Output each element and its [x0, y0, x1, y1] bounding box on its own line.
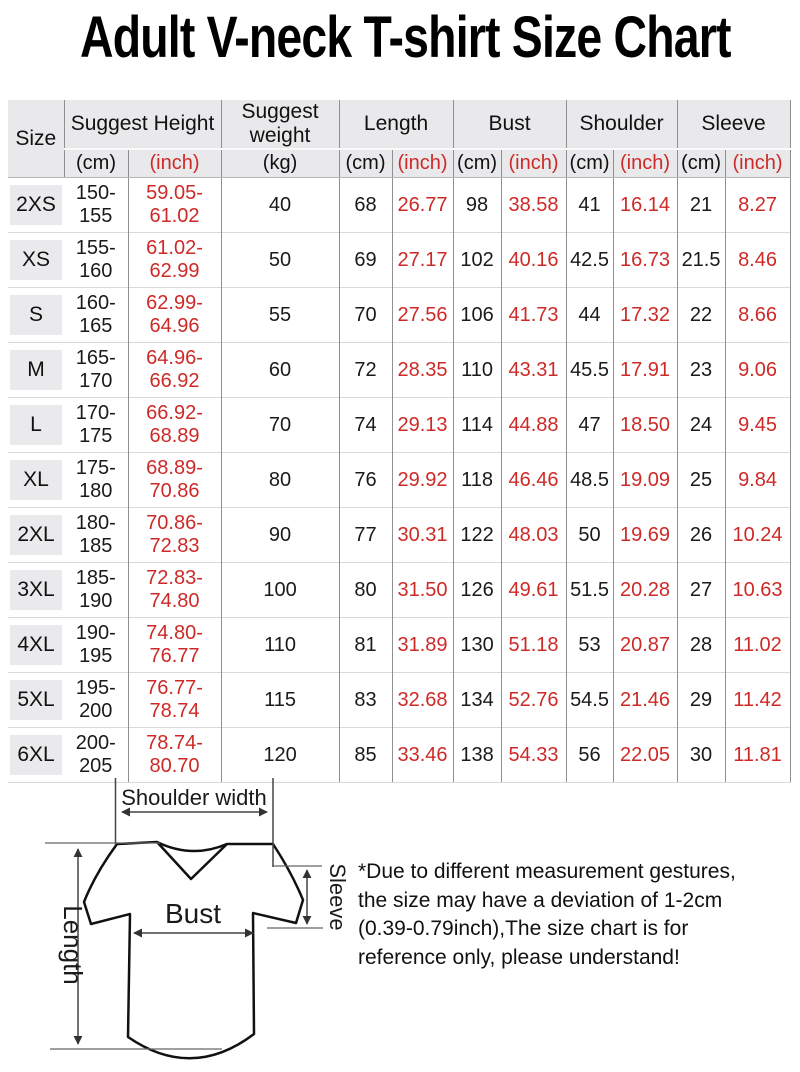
- value-cell: 27: [677, 563, 725, 618]
- value-cell: 46.46: [501, 453, 566, 508]
- size-label: 4XL: [10, 625, 62, 665]
- value-cell: 28: [677, 618, 725, 673]
- sleeve-label: Sleeve: [325, 863, 350, 931]
- value-cell: 72: [339, 343, 392, 398]
- column-group-size: Size: [8, 100, 64, 178]
- value-cell: 110: [221, 618, 339, 673]
- value-cell: 30: [677, 728, 725, 783]
- value-cell: 200-205: [64, 728, 128, 783]
- table-row: [8, 563, 790, 618]
- value-cell: 45.5: [566, 343, 613, 398]
- table-row: [8, 673, 790, 728]
- value-cell: 41: [566, 178, 613, 233]
- unit-header: (inch): [392, 149, 453, 178]
- size-label: XL: [10, 460, 62, 500]
- value-cell: 100: [221, 563, 339, 618]
- value-cell: 32.68: [392, 673, 453, 728]
- note-line: *Due to different measurement gestures,: [358, 860, 736, 883]
- value-cell: 160-165: [64, 288, 128, 343]
- value-cell: 22: [677, 288, 725, 343]
- value-cell: 51.18: [501, 618, 566, 673]
- unit-header: (kg): [221, 149, 339, 178]
- value-cell: 69: [339, 233, 392, 288]
- value-cell: 47: [566, 398, 613, 453]
- value-cell: 78.74-80.70: [128, 728, 221, 783]
- value-cell: 25: [677, 453, 725, 508]
- value-cell: 54.5: [566, 673, 613, 728]
- value-cell: 48.5: [566, 453, 613, 508]
- value-cell: 29.13: [392, 398, 453, 453]
- size-cell: [8, 508, 64, 563]
- value-cell: 74.80-76.77: [128, 618, 221, 673]
- unit-header: (cm): [677, 149, 725, 178]
- size-cell: [8, 453, 64, 508]
- value-cell: 115: [221, 673, 339, 728]
- value-cell: 33.46: [392, 728, 453, 783]
- value-cell: 62.99-64.96: [128, 288, 221, 343]
- value-cell: 175-180: [64, 453, 128, 508]
- value-cell: 74: [339, 398, 392, 453]
- unit-header: (cm): [453, 149, 501, 178]
- column-group-suggest-height: Suggest Height: [64, 100, 221, 149]
- value-cell: 170-175: [64, 398, 128, 453]
- table-row: [8, 508, 790, 563]
- value-cell: 29.92: [392, 453, 453, 508]
- value-cell: 85: [339, 728, 392, 783]
- value-cell: 43.31: [501, 343, 566, 398]
- value-cell: 29: [677, 673, 725, 728]
- table-row: [8, 618, 790, 673]
- table-row: [8, 288, 790, 343]
- size-label: L: [10, 405, 62, 445]
- table-row: [8, 233, 790, 288]
- note-line: (0.39-0.79inch),The size chart is for: [358, 917, 689, 940]
- column-group-suggest-weight: Suggest weight: [221, 100, 339, 149]
- shoulder-width-label: Shoulder width: [121, 785, 267, 810]
- value-cell: 49.61: [501, 563, 566, 618]
- value-cell: 118: [453, 453, 501, 508]
- value-cell: 83: [339, 673, 392, 728]
- value-cell: 11.42: [725, 673, 790, 728]
- value-cell: 53: [566, 618, 613, 673]
- size-label: XS: [10, 240, 62, 280]
- value-cell: 21.46: [613, 673, 677, 728]
- value-cell: 28.35: [392, 343, 453, 398]
- value-cell: 31.89: [392, 618, 453, 673]
- value-cell: 180-185: [64, 508, 128, 563]
- value-cell: 40.16: [501, 233, 566, 288]
- value-cell: 18.50: [613, 398, 677, 453]
- value-cell: 31.50: [392, 563, 453, 618]
- value-cell: 8.46: [725, 233, 790, 288]
- value-cell: 19.09: [613, 453, 677, 508]
- value-cell: 106: [453, 288, 501, 343]
- value-cell: 27.56: [392, 288, 453, 343]
- size-chart-table: [8, 100, 791, 783]
- value-cell: 44: [566, 288, 613, 343]
- value-cell: 26.77: [392, 178, 453, 233]
- value-cell: 130: [453, 618, 501, 673]
- value-cell: 27.17: [392, 233, 453, 288]
- value-cell: 122: [453, 508, 501, 563]
- value-cell: 76: [339, 453, 392, 508]
- value-cell: 21: [677, 178, 725, 233]
- value-cell: 44.88: [501, 398, 566, 453]
- value-cell: 114: [453, 398, 501, 453]
- table-row: [8, 343, 790, 398]
- size-cell: [8, 673, 64, 728]
- value-cell: 40: [221, 178, 339, 233]
- column-group-shoulder: Shoulder: [566, 100, 677, 149]
- tshirt-outline-icon: [84, 842, 303, 1058]
- value-cell: 70: [339, 288, 392, 343]
- value-cell: 72.83-74.80: [128, 563, 221, 618]
- value-cell: 110: [453, 343, 501, 398]
- column-group-bust: Bust: [453, 100, 566, 149]
- value-cell: 77: [339, 508, 392, 563]
- value-cell: 48.03: [501, 508, 566, 563]
- value-cell: 155-160: [64, 233, 128, 288]
- value-cell: 81: [339, 618, 392, 673]
- value-cell: 19.69: [613, 508, 677, 563]
- value-cell: 51.5: [566, 563, 613, 618]
- value-cell: 20.28: [613, 563, 677, 618]
- table-row: [8, 398, 790, 453]
- value-cell: 20.87: [613, 618, 677, 673]
- value-cell: 16.14: [613, 178, 677, 233]
- value-cell: 70.86-72.83: [128, 508, 221, 563]
- size-label: 5XL: [10, 680, 62, 720]
- value-cell: 54.33: [501, 728, 566, 783]
- size-label: S: [10, 295, 62, 335]
- value-cell: 90: [221, 508, 339, 563]
- note-line: reference only, please understand!: [358, 945, 680, 969]
- value-cell: 190-195: [64, 618, 128, 673]
- size-label: 6XL: [10, 735, 62, 775]
- unit-header: (cm): [339, 149, 392, 178]
- value-cell: 185-190: [64, 563, 128, 618]
- value-cell: 61.02-62.99: [128, 233, 221, 288]
- value-cell: 60: [221, 343, 339, 398]
- value-cell: 102: [453, 233, 501, 288]
- value-cell: 68.89-70.86: [128, 453, 221, 508]
- length-label: Length: [58, 905, 88, 985]
- value-cell: 9.84: [725, 453, 790, 508]
- value-cell: 150-155: [64, 178, 128, 233]
- value-cell: 11.02: [725, 618, 790, 673]
- size-label: 2XL: [10, 515, 62, 555]
- size-table: [8, 100, 791, 783]
- unit-header: (inch): [128, 149, 221, 178]
- table-row: [8, 178, 790, 233]
- value-cell: 24: [677, 398, 725, 453]
- value-cell: 21.5: [677, 233, 725, 288]
- value-cell: 52.76: [501, 673, 566, 728]
- value-cell: 50: [566, 508, 613, 563]
- value-cell: 165-170: [64, 343, 128, 398]
- page-title: Adult V-neck T-shirt Size Chart: [80, 5, 731, 70]
- value-cell: 120: [221, 728, 339, 783]
- value-cell: 70: [221, 398, 339, 453]
- size-cell: [8, 343, 64, 398]
- column-group-sleeve: Sleeve: [677, 100, 790, 149]
- value-cell: 17.91: [613, 343, 677, 398]
- value-cell: 10.63: [725, 563, 790, 618]
- value-cell: 10.24: [725, 508, 790, 563]
- unit-header: (cm): [64, 149, 128, 178]
- unit-header: (inch): [725, 149, 790, 178]
- value-cell: 11.81: [725, 728, 790, 783]
- unit-header: (cm): [566, 149, 613, 178]
- value-cell: 30.31: [392, 508, 453, 563]
- column-group-length: Length: [339, 100, 453, 149]
- value-cell: 66.92-68.89: [128, 398, 221, 453]
- size-cell: [8, 563, 64, 618]
- value-cell: 41.73: [501, 288, 566, 343]
- value-cell: 59.05-61.02: [128, 178, 221, 233]
- size-cell: [8, 618, 64, 673]
- size-label: 3XL: [10, 570, 62, 610]
- value-cell: 23: [677, 343, 725, 398]
- note-line: the size may have a deviation of 1-2cm: [358, 888, 723, 912]
- value-cell: 42.5: [566, 233, 613, 288]
- value-cell: 8.66: [725, 288, 790, 343]
- value-cell: 38.58: [501, 178, 566, 233]
- value-cell: 80: [339, 563, 392, 618]
- value-cell: 9.45: [725, 398, 790, 453]
- value-cell: 76.77-78.74: [128, 673, 221, 728]
- size-cell: [8, 288, 64, 343]
- value-cell: 55: [221, 288, 339, 343]
- value-cell: 50: [221, 233, 339, 288]
- note: [358, 858, 792, 972]
- size-cell: [8, 178, 64, 233]
- size-cell: [8, 233, 64, 288]
- size-label: M: [10, 350, 62, 390]
- value-cell: 22.05: [613, 728, 677, 783]
- value-cell: 195-200: [64, 673, 128, 728]
- value-cell: 134: [453, 673, 501, 728]
- value-cell: 98: [453, 178, 501, 233]
- unit-header: (inch): [501, 149, 566, 178]
- bust-label: Bust: [164, 898, 222, 929]
- value-cell: 17.32: [613, 288, 677, 343]
- size-label: 2XS: [10, 185, 62, 225]
- size-cell: [8, 398, 64, 453]
- value-cell: 138: [453, 728, 501, 783]
- unit-header: (inch): [613, 149, 677, 178]
- value-cell: 8.27: [725, 178, 790, 233]
- value-cell: 64.96-66.92: [128, 343, 221, 398]
- table-row: [8, 453, 790, 508]
- value-cell: 68: [339, 178, 392, 233]
- value-cell: 9.06: [725, 343, 790, 398]
- value-cell: 56: [566, 728, 613, 783]
- value-cell: 80: [221, 453, 339, 508]
- value-cell: 126: [453, 563, 501, 618]
- value-cell: 26: [677, 508, 725, 563]
- value-cell: 16.73: [613, 233, 677, 288]
